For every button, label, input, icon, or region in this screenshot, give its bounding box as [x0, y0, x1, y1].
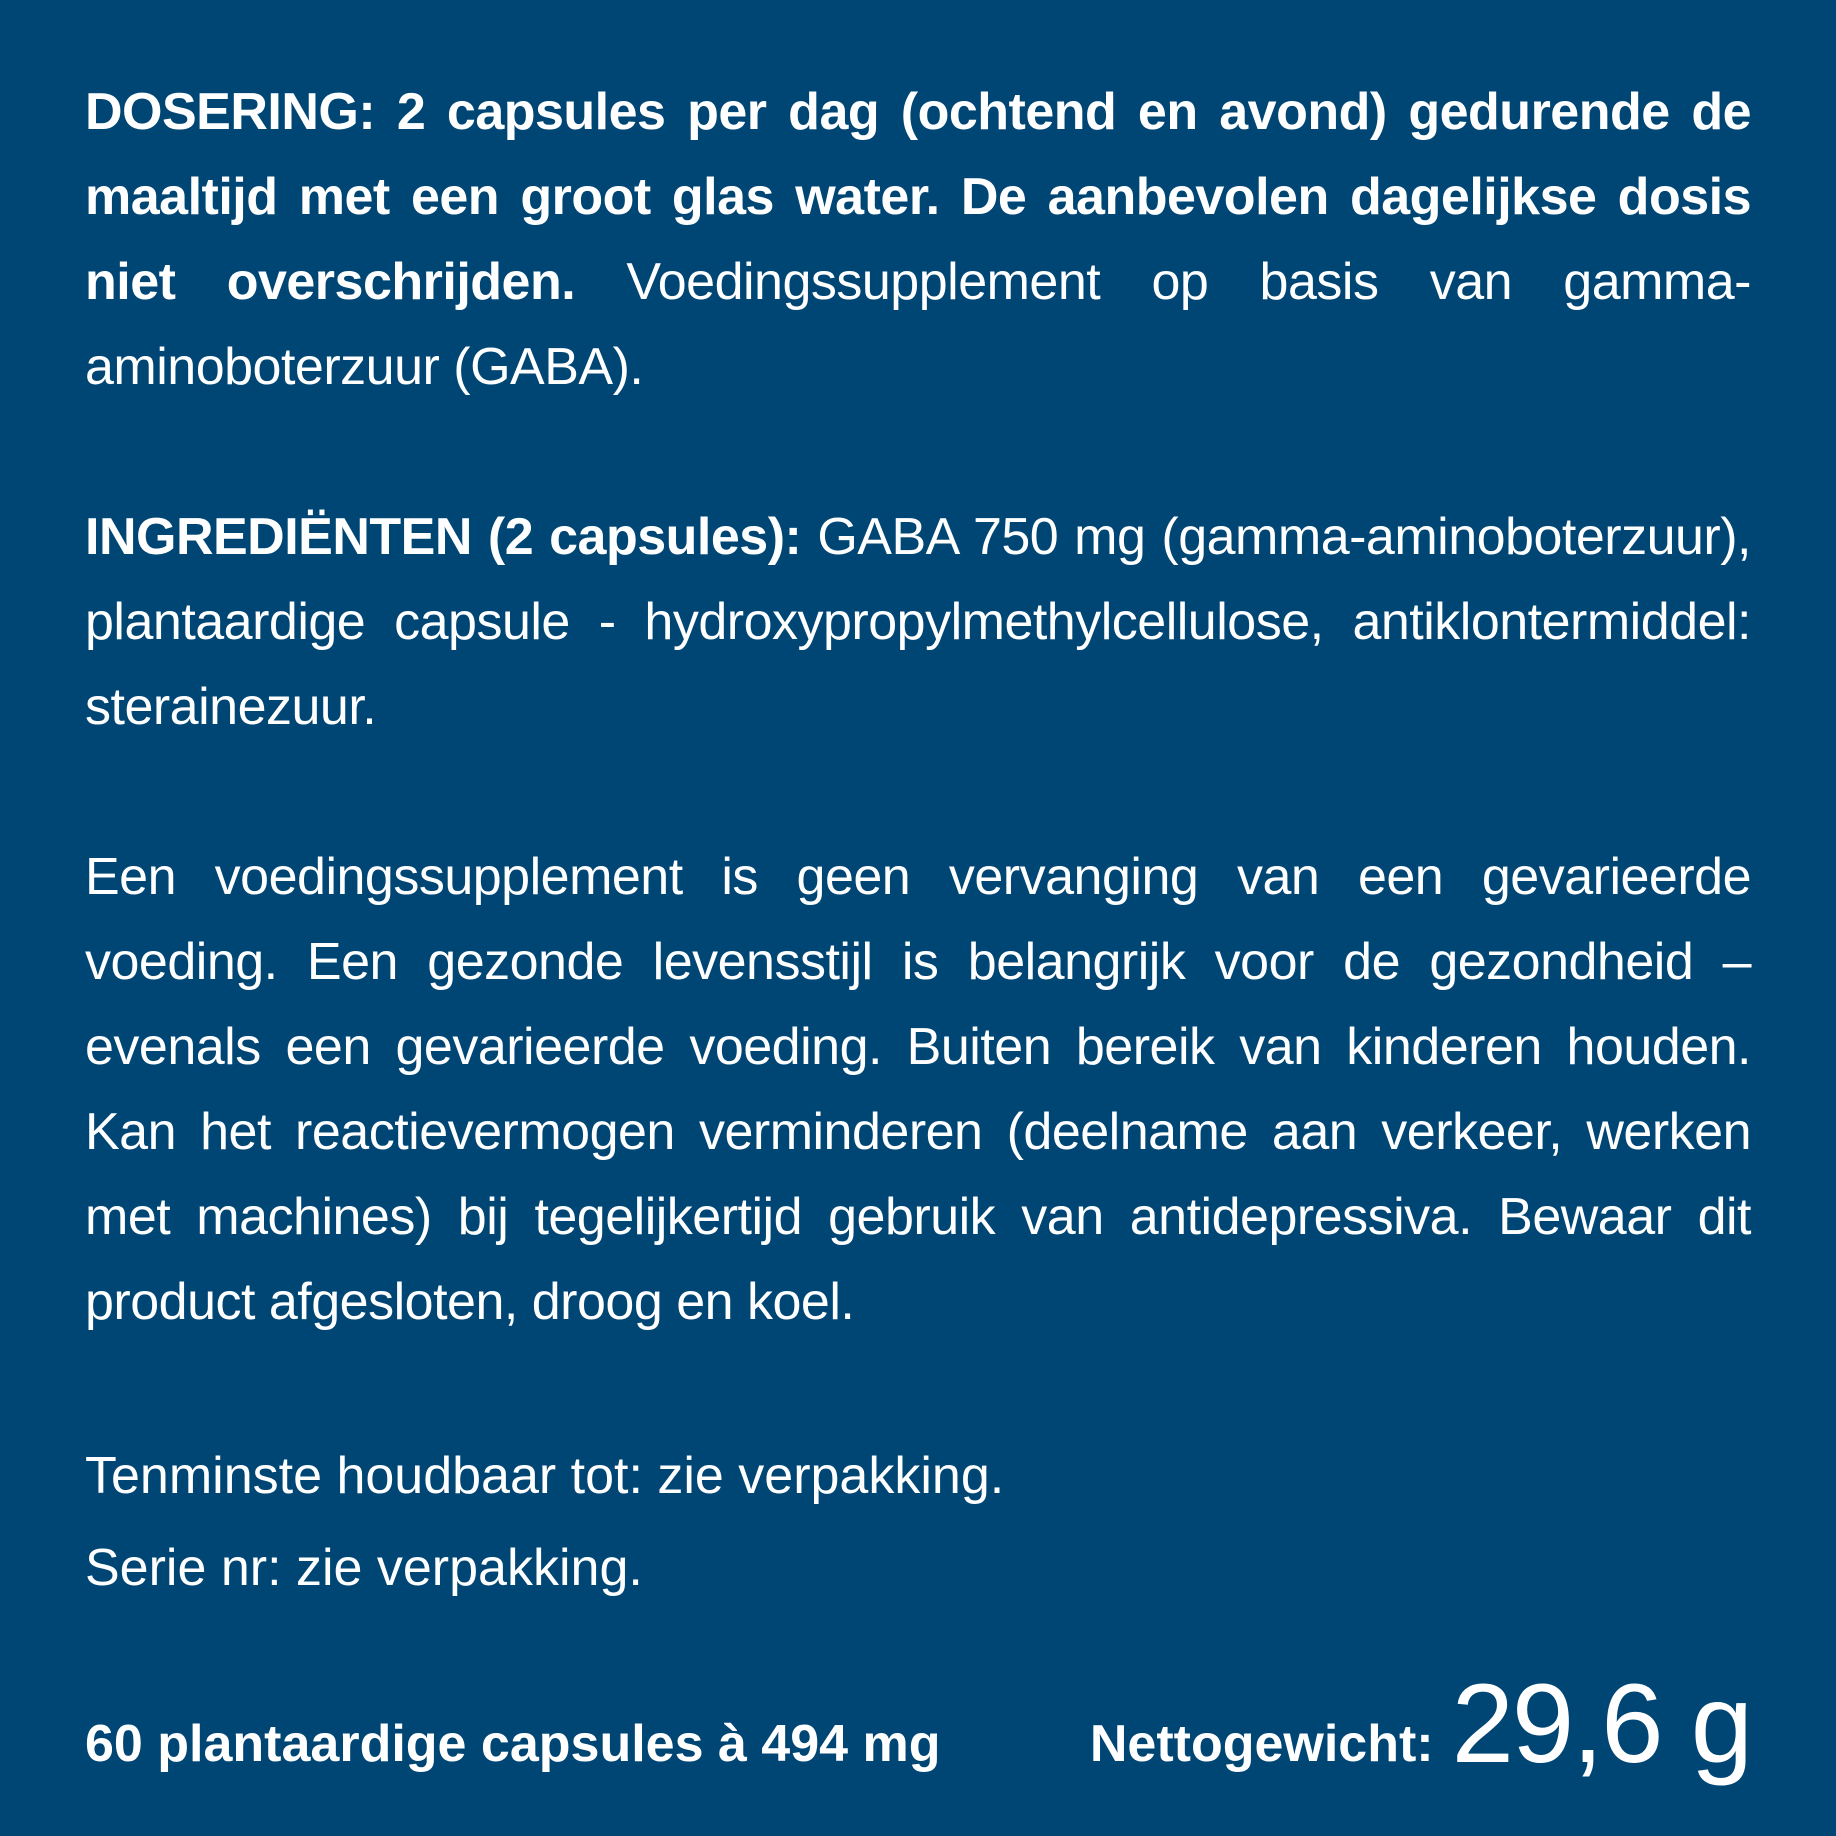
capsule-count: 60 plantaardige capsules à 494 mg — [85, 1715, 941, 1773]
ingredients-label: INGREDIËNTEN (2 capsules): — [85, 508, 802, 566]
net-weight-label: Nettogewicht: — [1089, 1715, 1434, 1773]
package-info-row — [85, 1660, 1751, 1786]
ingredients-list: GABA 750 mg (gamma-aminoboterzuur), plantaardige capsule - hydroxypropylmethylcellulose, antiklontermiddel: sterainezuur. — [85, 508, 1752, 736]
net-weight-value: 29,6 g — [1451, 1661, 1751, 1786]
warnings-paragraph: Een voedingssupplement is geen vervanging van een gevarieerde voeding. Een gezonde levensstijl is belangrijk voor de gezondheid – evenals een gevarieerde voeding. Buiten bereik van kinderen houden. Kan het reactievermogen verminderen (deelname aan verkeer, werken met machines) bij tegelijkertijd gebruik van antidepressiva. Bewaar dit product afgesloten, droog en koel. — [85, 848, 1751, 1331]
supplement-description: Voedingssupplement op basis van gamma-aminoboterzuur (GABA). — [85, 253, 1751, 396]
dosage-instruction: 2 capsules per dag (ochtend en avond) gedurende de maaltijd met een groot glas water. De aanbevolen dagelijkse dosis niet overschrijden. — [85, 83, 1751, 311]
serial-number-text: Serie nr: zie verpakking. — [85, 1539, 643, 1597]
best-before-text: Tenminste houdbaar tot: zie verpakking. — [85, 1447, 1005, 1505]
dosage-paragraph — [85, 70, 1751, 410]
ingredients-paragraph — [85, 495, 1751, 750]
storage-info — [85, 1430, 1751, 1614]
net-weight — [1089, 1661, 1751, 1786]
dosage-label: DOSERING: — [85, 83, 376, 141]
supplement-label-panel — [85, 70, 1751, 1614]
